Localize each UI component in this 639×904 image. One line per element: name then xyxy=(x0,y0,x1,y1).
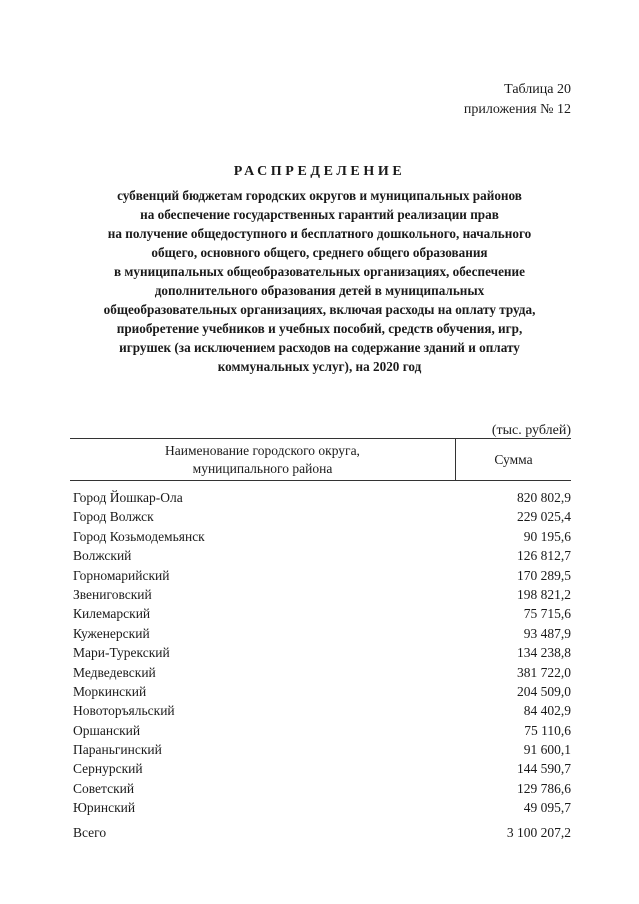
subtitle-line: на обеспечение государственных гарантий реализации прав xyxy=(140,207,499,222)
row-value: 204 509,0 xyxy=(517,683,571,699)
table-row xyxy=(70,740,571,759)
table-total-row xyxy=(70,823,571,842)
row-name: Город Волжск xyxy=(73,509,154,525)
distribution-table xyxy=(70,438,571,842)
row-value: 75 110,6 xyxy=(524,722,571,738)
row-name: Советский xyxy=(73,780,135,796)
row-value: 129 786,6 xyxy=(517,780,571,796)
total-label: Всего xyxy=(73,824,107,840)
row-value: 134 238,8 xyxy=(517,645,571,661)
subtitle-line: на получение общедоступного и бесплатного дошкольного, начального xyxy=(107,226,532,241)
units-label: (тыс. рублей) xyxy=(491,423,571,438)
table-reference xyxy=(464,80,571,120)
row-name: Новоторъяльский xyxy=(73,703,175,719)
row-name: Оршанский xyxy=(73,722,141,738)
document-subtitle xyxy=(60,186,579,376)
table-body xyxy=(70,488,571,818)
table-row xyxy=(70,527,571,546)
row-value: 90 195,6 xyxy=(523,528,571,544)
subtitle-line: в муниципальных общеобразовательных организациях, обеспечение xyxy=(114,264,525,279)
document-title: РАСПРЕДЕЛЕНИЕ xyxy=(233,164,406,179)
table-row xyxy=(70,488,571,507)
row-name: Килемарский xyxy=(73,606,151,622)
table-row xyxy=(70,682,571,701)
row-value: 126 812,7 xyxy=(517,548,571,564)
table-row xyxy=(70,624,571,643)
row-name: Моркинский xyxy=(73,683,147,699)
table-row xyxy=(70,721,571,740)
row-value: 84 402,9 xyxy=(523,703,571,719)
column-header-sum: Сумма xyxy=(494,451,533,467)
table-number: Таблица 20 xyxy=(504,82,571,97)
appendix-number: приложения № 12 xyxy=(463,102,571,117)
total-value: 3 100 207,2 xyxy=(506,824,571,840)
table-row xyxy=(70,507,571,526)
row-value: 91 600,1 xyxy=(523,742,571,758)
row-value: 198 821,2 xyxy=(517,586,571,602)
table-row xyxy=(70,643,571,662)
row-name: Мари-Турекский xyxy=(73,645,170,661)
row-name: Звениговский xyxy=(73,586,152,602)
table-row xyxy=(70,779,571,798)
row-value: 93 487,9 xyxy=(523,625,571,641)
table-row xyxy=(70,701,571,720)
row-name: Волжский xyxy=(73,548,132,564)
subtitle-line: дополнительного образования детей в муниципальных xyxy=(154,283,485,298)
subtitle-line: субвенций бюджетам городских округов и муниципальных районов xyxy=(117,188,522,203)
subtitle-line: игрушек (за исключением расходов на содержание зданий и оплату xyxy=(119,340,520,355)
table-row xyxy=(70,663,571,682)
row-name: Юринский xyxy=(73,800,136,816)
table-row xyxy=(70,566,571,585)
table-row xyxy=(70,604,571,623)
subtitle-line: приобретение учебников и учебных пособий, средств обучения, игр, xyxy=(116,321,523,336)
table-row xyxy=(70,798,571,817)
row-name: Город Козьмодемьянск xyxy=(73,528,205,544)
subtitle-line: коммунальных услуг), на 2020 год xyxy=(217,359,422,374)
row-value: 229 025,4 xyxy=(517,509,571,525)
row-name: Сернурский xyxy=(73,761,143,777)
row-value: 49 095,7 xyxy=(523,800,571,816)
row-name: Куженерский xyxy=(73,625,150,641)
table-row xyxy=(70,585,571,604)
row-value: 381 722,0 xyxy=(517,664,571,680)
table-header xyxy=(70,438,571,481)
row-value: 75 715,6 xyxy=(523,606,571,622)
table-row xyxy=(70,546,571,565)
row-name: Параньгинский xyxy=(73,742,162,758)
subtitle-line: общеобразовательных организациях, включая расходы на оплату труда, xyxy=(103,302,536,317)
row-name: Медведевский xyxy=(73,664,156,680)
table-row xyxy=(70,759,571,778)
row-value: 170 289,5 xyxy=(517,567,571,583)
row-value: 820 802,9 xyxy=(517,490,571,505)
row-value: 144 590,7 xyxy=(517,761,571,777)
column-header-name: Наименование городского округа, муниципального района xyxy=(70,439,456,480)
row-name: Горномарийский xyxy=(73,567,170,583)
subtitle-line: общего, основного общего, среднего общего образования xyxy=(151,245,488,260)
row-name: Город Йошкар-Ола xyxy=(73,490,183,505)
